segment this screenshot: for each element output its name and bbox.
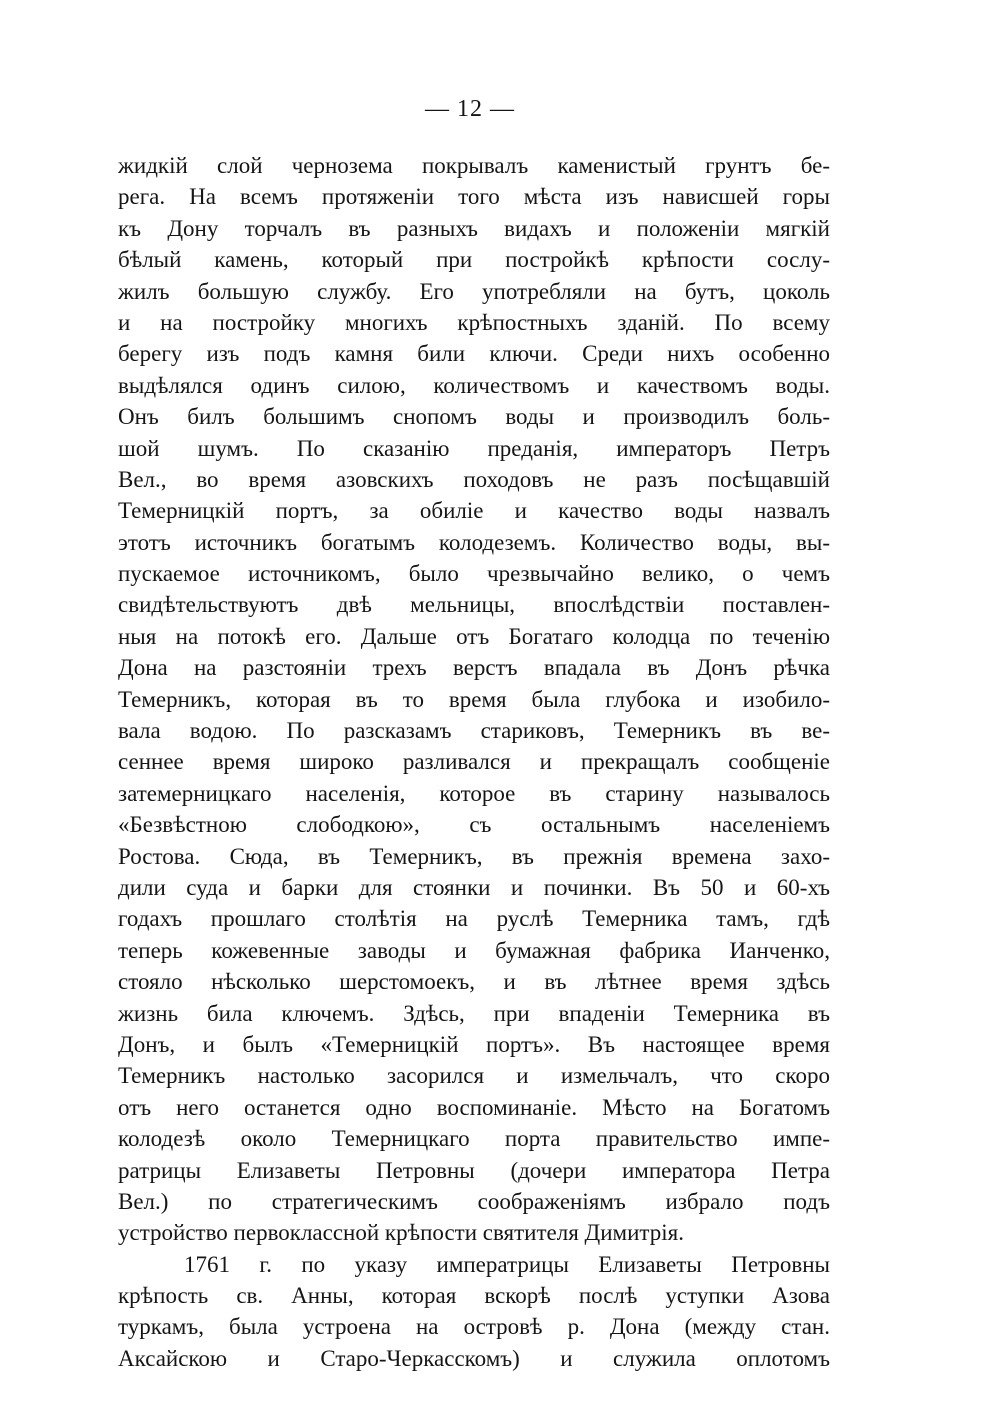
text-line: устройство первоклассной крѣпости святителя Димитрія. xyxy=(118,1220,684,1246)
text-line: сеннее время широко разливался и прекращалъ сообщеніе xyxy=(118,749,830,775)
text-line: пускаемое источникомъ, было чрезвычайно велико, о чемъ xyxy=(118,561,830,587)
text-line: жилъ большую службу. Его употребляли на бутъ, цоколь xyxy=(118,278,830,304)
text-line: дили суда и барки для стоянки и починки. Въ 50 и 60-хъ xyxy=(118,874,830,900)
text-line: Ростова. Сюда, въ Темерникъ, въ прежнія времена захо- xyxy=(118,843,830,869)
text-line: «Безвѣстною слободкою», съ остальнымъ населеніемъ xyxy=(118,812,830,838)
text-line: Темерникъ, которая въ то время была глубока и изобило- xyxy=(118,686,830,712)
text-line: рега. На всемъ протяженіи того мѣста изъ нависшей горы xyxy=(118,184,830,210)
text-line: Аксайскою и Старо-Черкасскомъ) и служила оплотомъ xyxy=(118,1345,830,1371)
text-line: свидѣтельствуютъ двѣ мельницы, впослѣдствіи поставлен- xyxy=(118,592,830,618)
text-line: шой шумъ. По сказанію преданія, императоръ Петръ xyxy=(118,435,830,461)
text-line: колодезѣ около Темерницкаго порта правительство импе- xyxy=(118,1126,830,1152)
text-line: выдѣлялся одинъ силою, количествомъ и качествомъ воды. xyxy=(118,372,830,398)
text-line: туркамъ, была устроена на островѣ р. Дона (между стан. xyxy=(118,1314,830,1340)
text-line: Дона на разстояніи трехъ верстъ впадала въ Донъ рѣчка xyxy=(118,655,830,681)
text-line: стояло нѣсколько шерстомоекъ, и въ лѣтнее время здѣсь xyxy=(118,969,830,995)
text-line: берегу изъ подъ камня били ключи. Среди нихъ особенно xyxy=(118,341,830,367)
body-text xyxy=(118,150,830,1374)
text-line: Онъ билъ большимъ снопомъ воды и производилъ боль- xyxy=(118,404,830,430)
text-line: отъ него останется одно воспоминаніе. Мѣсто на Богатомъ xyxy=(118,1094,830,1120)
text-line: Вел., во время азовскихъ походовъ не разъ посѣщавшій xyxy=(118,466,830,492)
text-line: затемерницкаго населенія, которое въ старину называлось xyxy=(118,780,830,806)
text-line: вала водою. По разсказамъ стариковъ, Темерникъ въ ве- xyxy=(118,718,830,744)
text-line: ратрицы Елизаветы Петровны (дочери императора Петра xyxy=(118,1157,830,1183)
text-line: ныя на потокѣ его. Дальше отъ Богатаго колодца по теченію xyxy=(118,623,830,649)
text-line: бѣлый камень, который при постройкѣ крѣпости сослу- xyxy=(118,247,830,273)
text-line: жидкій слой чернозема покрывалъ каменистый грунтъ бе- xyxy=(118,153,830,178)
page-number: — 12 — xyxy=(425,96,515,122)
text-line: Темерницкій портъ, за обиліе и качество воды назвалъ xyxy=(118,498,830,524)
text-line: крѣпость св. Анны, которая вскорѣ послѣ уступки Азова xyxy=(118,1283,830,1309)
text-line: Темерникъ настолько засорился и измельчалъ, что скоро xyxy=(118,1063,830,1089)
text-line: жизнь била ключемъ. Здѣсь, при впаденіи Темерника въ xyxy=(118,1000,830,1026)
text-line: Вел.) по стратегическимъ соображеніямъ избрало подъ xyxy=(118,1188,830,1214)
text-line: этотъ источникъ богатымъ колодеземъ. Количество воды, вы- xyxy=(118,529,830,555)
text-line: 1761 г. по указу императрицы Елизаветы Петровны xyxy=(184,1251,830,1277)
text-line: къ Дону торчалъ въ разныхъ видахъ и положеніи мягкій xyxy=(118,215,830,241)
text-line: Донъ, и былъ «Темерницкій портъ». Въ настоящее время xyxy=(118,1031,830,1057)
text-line: и на постройку многихъ крѣпостныхъ зданій. По всему xyxy=(118,309,830,335)
text-line: годахъ прошлаго столѣтія на руслѣ Темерника тамъ, гдѣ xyxy=(118,906,830,932)
text-line: теперь кожевенные заводы и бумажная фабрика Ианченко, xyxy=(118,937,830,963)
